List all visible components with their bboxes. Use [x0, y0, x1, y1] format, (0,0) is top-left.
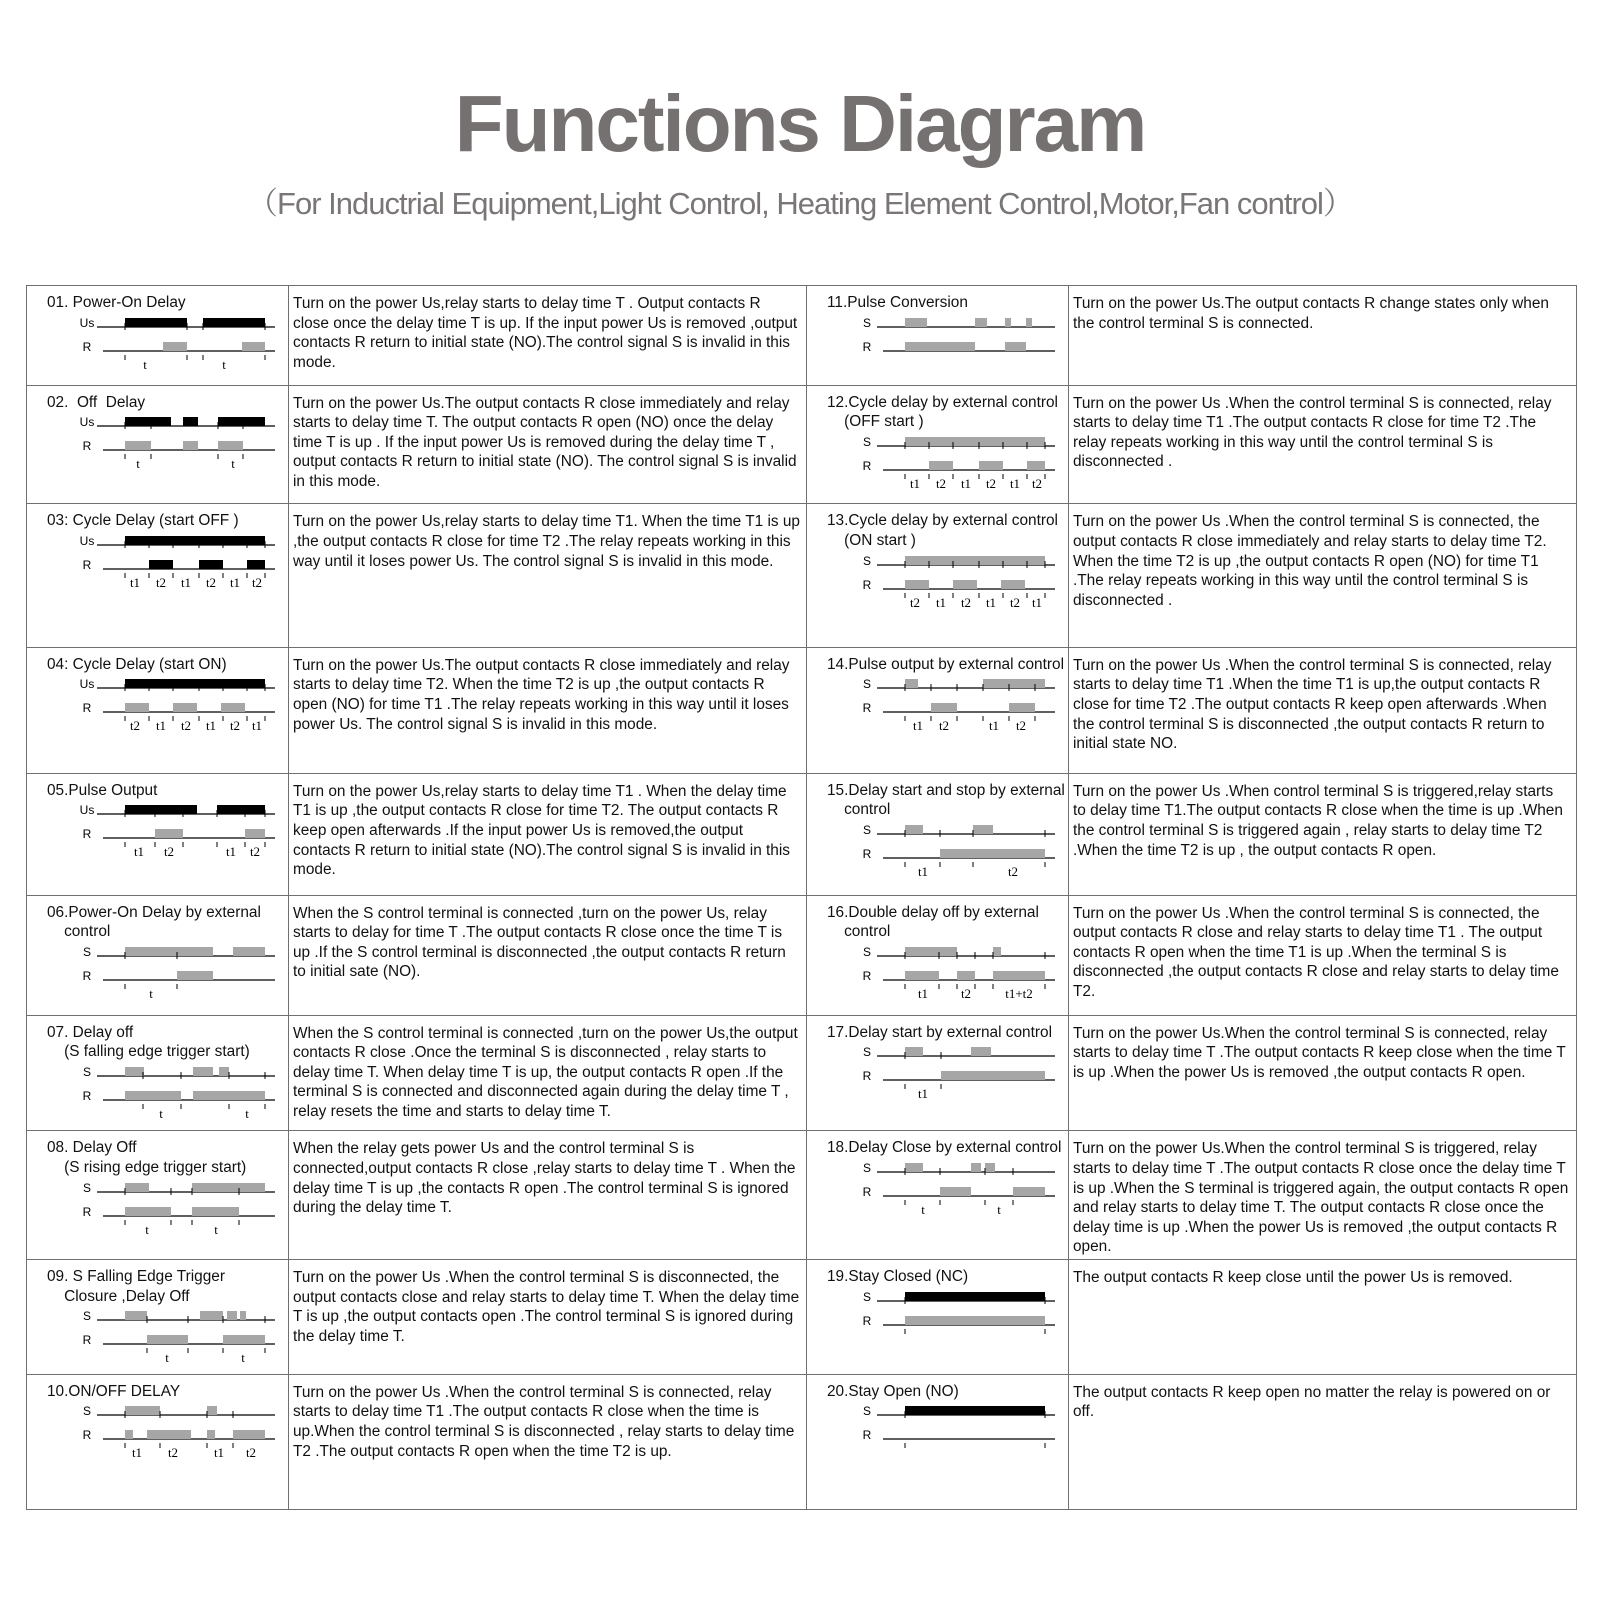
function-description-cell: [1069, 1015, 1577, 1131]
time-label: t2: [245, 1445, 257, 1461]
time-label: t2: [229, 718, 241, 734]
timing-diagram-12: [823, 432, 1063, 494]
function-description: Turn on the power Us .When the control terminal S is connected, relay starts to delay time T1 .When the time T1 is up,the output contacts R close for time T2 .The output contacts R keep open afterwards .When the control terminal S is disconnected ,the output contacts R return to initial state NO.: [1073, 656, 1552, 753]
function-description-cell: [289, 1374, 807, 1509]
signal-label-1: S: [862, 1045, 872, 1060]
function-description: When the relay gets power Us and the control terminal S is connected,output contacts R close ,relay starts to delay time T . When the delay time T is up ,the contacts R open .The control terminal S is ignored during the delay time T.: [293, 1140, 796, 1217]
pulse-bar: [242, 342, 265, 351]
signal-label-2: R: [862, 577, 872, 592]
function-description-cell: [289, 1131, 807, 1260]
timing-diagram-19: [823, 1287, 1063, 1349]
function-description: Turn on the power Us,relay starts to delay time T1. When the time T1 is up ,the output contacts R close for time T2 .The relay repeats working in this way until it loses power Us. The control signal S is invalid in this mode.: [293, 513, 800, 570]
pulse-bar: [147, 1335, 188, 1344]
function-description-cell: [1069, 1259, 1577, 1374]
pulse-bar: [125, 1430, 133, 1439]
time-label: t: [222, 356, 226, 372]
function-name: 18.Delay Close by external control: [827, 1139, 1062, 1157]
function-description-cell: [289, 385, 807, 504]
pulse-bar: [931, 703, 957, 712]
timing-diagram-20: [823, 1401, 1063, 1463]
function-name: 15.Delay start and stop by external control: [827, 781, 1065, 819]
timing-diagram-8: [43, 1178, 283, 1240]
signal-label-1: S: [82, 1404, 92, 1419]
time-label: t1: [935, 594, 947, 610]
time-label: t2: [960, 985, 972, 1001]
table-row: [27, 286, 1577, 386]
table-row: [27, 1374, 1577, 1509]
timing-diagram-11: [823, 313, 1063, 375]
pulse-bar: [993, 971, 1045, 980]
function-diagram-cell: [807, 773, 1069, 895]
function-name: 03: Cycle Delay (start OFF ): [47, 512, 239, 530]
function-description-cell: [1069, 385, 1577, 504]
time-label: t2: [909, 594, 921, 610]
pulse-bar: [193, 1091, 265, 1100]
pulse-bar: [973, 825, 993, 834]
function-name: 12.Cycle delay by external control (OFF start ): [827, 393, 1058, 431]
function-description: Turn on the power Us .When the control terminal S is connected, relay starts to delay time T1 .The output contacts R close for time T2 .The relay repeats working in this way until the control terminal S is disconnected .: [1073, 394, 1552, 471]
time-label: t1: [917, 985, 929, 1001]
signal-label-2: R: [862, 701, 872, 716]
pulse-bar: [149, 560, 173, 569]
time-label: t2: [1015, 718, 1027, 734]
timing-diagram-13: [823, 551, 1063, 613]
function-name: 02. Off Delay: [47, 393, 146, 411]
pulse-bar: [233, 1430, 265, 1439]
function-name: 08. Delay Off (S rising edge trigger start): [47, 1139, 247, 1176]
pulse-bar: [905, 556, 1045, 565]
function-name: 13.Cycle delay by external control (ON start ): [827, 512, 1058, 550]
time-label: t1: [180, 575, 192, 591]
signal-label-2: R: [82, 439, 92, 454]
function-description-cell: [289, 1259, 807, 1374]
signal-label-1: S: [82, 1064, 92, 1079]
signal-label-1: Us: [79, 803, 95, 818]
pulse-bar: [905, 971, 939, 980]
pulse-bar: [125, 536, 265, 545]
pulse-bar: [975, 318, 987, 327]
timing-diagram-1: [43, 313, 283, 375]
function-description-cell: [1069, 504, 1577, 647]
timing-diagram-5: [43, 800, 283, 862]
function-description: Turn on the power Us.The output contacts R change states only when the control terminal S is connected.: [1073, 295, 1549, 332]
function-name: 19.Stay Closed (NC): [827, 1267, 969, 1285]
pulse-bar: [192, 1207, 239, 1216]
function-diagram-cell: [807, 1131, 1069, 1260]
timing-diagram-7: [43, 1062, 283, 1124]
signal-label-2: R: [862, 1184, 872, 1199]
signal-label-1: Us: [79, 315, 95, 330]
pulse-bar: [125, 679, 265, 688]
pulse-bar: [905, 342, 975, 351]
function-description: Turn on the power Us .When control terminal S is triggered,relay starts to delay time T1.The output contacts R close when the time is up .When the control terminal S is triggered again , relay starts to delay time T2 .When the time T2 is up , the output contacts R open.: [1073, 782, 1563, 859]
function-name: 20.Stay Open (NO): [827, 1382, 959, 1400]
pulse-bar: [218, 417, 265, 426]
signal-label-1: S: [82, 1309, 92, 1324]
signal-label-2: R: [862, 968, 872, 983]
time-label: t: [241, 1350, 245, 1366]
function-diagram-cell: [807, 1374, 1069, 1509]
pulse-bar: [941, 1071, 1045, 1080]
function-description-cell: [289, 895, 807, 1015]
pulse-bar: [1009, 703, 1035, 712]
time-label: t1: [917, 863, 929, 879]
pulse-bar: [905, 825, 923, 834]
signal-label-2: R: [82, 1204, 92, 1219]
pulse-bar: [905, 1163, 923, 1172]
pulse-bar: [905, 1292, 1045, 1301]
pulse-bar: [221, 703, 245, 712]
function-description-cell: [289, 1015, 807, 1131]
function-diagram-cell: [807, 1259, 1069, 1374]
function-description-cell: [289, 647, 807, 773]
pulse-bar: [953, 580, 977, 589]
function-diagram-cell: [27, 385, 289, 504]
time-label: t2: [1007, 863, 1019, 879]
time-label: t: [214, 1221, 218, 1237]
function-description-cell: [1069, 895, 1577, 1015]
pulse-bar: [957, 971, 975, 980]
function-name: 04: Cycle Delay (start ON): [47, 655, 227, 673]
pulse-bar: [971, 1047, 991, 1056]
time-label: t1: [1009, 475, 1021, 491]
time-label: t2: [167, 1445, 179, 1461]
function-description-cell: [289, 504, 807, 647]
timing-diagram-15: [823, 820, 1063, 882]
time-label: t2: [205, 575, 217, 591]
time-label: t1: [205, 718, 217, 734]
timing-diagram-3: [43, 531, 283, 593]
signal-label-1: Us: [79, 415, 95, 430]
signal-label-2: R: [82, 827, 92, 842]
pulse-bar: [905, 1047, 923, 1056]
pulse-bar: [223, 1335, 265, 1344]
pulse-bar: [979, 461, 1003, 470]
pulse-bar: [177, 971, 213, 980]
function-description-cell: [289, 773, 807, 895]
signal-label-2: R: [82, 968, 92, 983]
function-diagram-cell: [27, 1259, 289, 1374]
signal-label-1: S: [862, 1289, 872, 1304]
timing-diagram-2: [43, 412, 283, 474]
function-diagram-cell: [27, 1374, 289, 1509]
time-label: t: [149, 985, 153, 1001]
function-description: Turn on the power Us,relay starts to delay time T . Output contacts R close once the delay time T is up. If the input power Us is removed ,output contacts R return to initial state (NO).The control signal S is invalid in this mode.: [293, 295, 798, 371]
time-label: t1: [213, 1445, 225, 1461]
time-label: t2: [1031, 475, 1043, 491]
timing-diagram-4: [43, 674, 283, 736]
time-label: t2: [129, 718, 141, 734]
time-label: t: [159, 1105, 163, 1121]
signal-label-2: R: [82, 558, 92, 573]
page-title: Functions Diagram: [454, 79, 1146, 168]
pulse-bar: [905, 318, 927, 327]
pulse-bar: [1001, 580, 1025, 589]
function-diagram-cell: [27, 647, 289, 773]
timing-diagram-14: [823, 674, 1063, 736]
pulse-bar: [905, 580, 929, 589]
time-label: t: [143, 356, 147, 372]
function-name: 06.Power-On Delay by external control: [47, 903, 261, 941]
time-label: t1: [1031, 594, 1043, 610]
timing-diagram-6: [43, 942, 283, 1004]
signal-label-2: R: [862, 458, 872, 473]
table-row: [27, 504, 1577, 647]
signal-label-2: R: [862, 1313, 872, 1328]
time-label: t: [145, 1221, 149, 1237]
pulse-bar: [200, 1311, 223, 1320]
pulse-bar: [905, 679, 918, 688]
pulse-bar: [125, 1406, 160, 1415]
signal-label-1: S: [862, 553, 872, 568]
signal-label-1: S: [862, 822, 872, 837]
pulse-bar: [233, 947, 265, 956]
time-label: t1: [912, 718, 924, 734]
function-description: Turn on the power Us .When the control terminal S is disconnected, the output contacts close and relay starts to delay time T. When the delay time T is up ,the output contacts open .The control terminal S is ignored during the delay time T.: [293, 1268, 800, 1345]
time-label: t1: [155, 718, 167, 734]
function-description: Turn on the power Us .When the control terminal S is connected, the output contacts R close immediately and relay starts to delay time T2. When the time T2 is up ,the output contacts R open (NO) for time T1 .The relay repeats working in this way until the control terminal S is disconnected .: [1073, 513, 1547, 609]
signal-label-2: R: [82, 1428, 92, 1443]
pulse-bar: [245, 829, 265, 838]
timing-diagram-17: [823, 1042, 1063, 1104]
pulse-bar: [983, 679, 1045, 688]
signal-label-1: S: [862, 677, 872, 692]
function-diagram-cell: [807, 1015, 1069, 1131]
function-diagram-cell: [807, 504, 1069, 647]
signal-label-2: R: [862, 846, 872, 861]
time-label: t1: [985, 594, 997, 610]
pulse-bar: [163, 342, 187, 351]
time-label: t1: [251, 718, 263, 734]
pulse-bar: [207, 1430, 215, 1439]
table-row: [27, 647, 1577, 773]
function-diagram-cell: [807, 286, 1069, 386]
pulse-bar: [125, 703, 149, 712]
pulse-bar: [217, 805, 265, 814]
pulse-bar: [125, 318, 187, 327]
time-label: t: [136, 456, 140, 472]
timing-diagram-10: [43, 1401, 283, 1463]
time-label: t1: [988, 718, 1000, 734]
functions-table: [26, 285, 1577, 1510]
time-label: t1: [909, 475, 921, 491]
pulse-bar: [1005, 342, 1026, 351]
pulse-bar: [147, 1430, 191, 1439]
signal-label-1: Us: [79, 677, 95, 692]
pulse-bar: [929, 461, 953, 470]
signal-label-1: S: [82, 1180, 92, 1195]
pulse-bar: [155, 829, 183, 838]
time-label: t1: [133, 844, 145, 860]
pulse-bar: [125, 1183, 149, 1192]
signal-label-2: R: [82, 701, 92, 716]
table-row: [27, 773, 1577, 895]
function-name: 01. Power-On Delay: [47, 294, 186, 311]
pulse-bar: [125, 417, 171, 426]
signal-label-2: R: [82, 1088, 92, 1103]
function-description-cell: [289, 286, 807, 386]
function-description: The output contacts R keep open no matter the relay is powered on or off.: [1073, 1383, 1551, 1421]
pulse-bar: [993, 947, 1001, 956]
time-label: t2: [1009, 594, 1021, 610]
signal-label-1: Us: [79, 534, 95, 549]
time-label: t1: [960, 475, 972, 491]
signal-label-1: S: [82, 944, 92, 959]
function-description: When the S control terminal is connected ,turn on the power Us,the output contacts R close .Once the terminal S is disconnected , relay starts to delay time T. When delay time T is up, the output contacts R open .If the terminal S is connected and disconnected again during the delay time T , relay resets the time and starts to delay time T.: [293, 1024, 798, 1120]
signal-label-1: S: [862, 1160, 872, 1175]
table-row: [27, 1131, 1577, 1260]
pulse-bar: [218, 441, 243, 450]
pulse-bar: [1005, 318, 1011, 327]
function-name: 09. S Falling Edge Trigger Closure ,Delay Off: [47, 1267, 225, 1305]
time-label: t2: [938, 718, 950, 734]
function-name: 17.Delay start by external control: [827, 1023, 1052, 1041]
function-diagram-cell: [27, 895, 289, 1015]
pulse-bar: [905, 1406, 1045, 1415]
pulse-bar: [125, 1207, 171, 1216]
pulse-bar: [183, 441, 198, 450]
signal-label-2: R: [862, 339, 872, 354]
pulse-bar: [905, 1316, 1045, 1325]
function-diagram-cell: [27, 1015, 289, 1131]
function-diagram-cell: [807, 895, 1069, 1015]
time-label: t2: [180, 718, 192, 734]
function-description: Turn on the power Us,relay starts to delay time T1 . When the delay time T1 is up ,the output contacts R close for time T2. The output contacts R keep open afterwards .If the input power Us is removed,the output contacts R return to initial state (NO).The control signal S is invalid in this mode.: [293, 782, 790, 879]
timing-diagram-18: [823, 1158, 1063, 1220]
pulse-bar: [985, 1163, 995, 1172]
page-subtitle: （For Inductrial Equipment,Light Control, Heating Element Control,Motor,Fan control）: [247, 186, 1353, 221]
signal-label-2: R: [862, 1069, 872, 1084]
pulse-bar: [193, 1067, 213, 1076]
function-description: Turn on the power Us .When the control terminal S is connected, the output contacts R close and relay starts to delay time T1 . The output contacts R open when the time T1 is up .When the terminal S is disconnected ,the output contacts R close and relay starts to delay time T2.: [1073, 904, 1559, 1001]
pulse-bar: [173, 703, 197, 712]
pulse-bar: [125, 1311, 147, 1320]
pulse-bar: [240, 1311, 246, 1320]
time-label: t1+t2: [1005, 985, 1033, 1001]
signal-label-2: R: [82, 1333, 92, 1348]
function-description: The output contacts R keep close until the power Us is removed.: [1073, 1268, 1513, 1286]
function-diagram-cell: [807, 647, 1069, 773]
function-name: 14.Pulse output by external control: [827, 655, 1064, 673]
time-label: t: [245, 1105, 249, 1121]
function-description: Turn on the power Us .When the control terminal S is connected, relay starts to delay time T1 .The output contacts R close when the time is up.When the control terminal S is disconnected , relay starts to delay time T2 .The output contacts R open when the time T2 is up.: [293, 1383, 795, 1460]
timing-diagram-9: [43, 1306, 283, 1368]
signal-label-2: R: [82, 339, 92, 354]
pulse-bar: [125, 805, 197, 814]
function-diagram-cell: [27, 1131, 289, 1260]
function-description: Turn on the power Us.The output contacts R close immediately and relay starts to delay time T2. When the time T2 is up ,the output contacts R open (NO) for time T1 .The relay repeats working in this way until it loses power Us. The control signal S is invalid in this mode.: [293, 656, 790, 733]
signal-label-1: S: [862, 944, 872, 959]
time-label: t2: [249, 844, 261, 860]
pulse-bar: [203, 318, 265, 327]
pulse-bar: [125, 947, 213, 956]
time-label: t2: [163, 844, 175, 860]
function-description: When the S control terminal is connected ,turn on the power Us, relay starts to delay for time T .The output contacts R close once the time T is up .If the S control terminal is disconnected ,the output contacts R return to initial sate (NO).: [293, 904, 786, 981]
pulse-bar: [125, 1067, 144, 1076]
function-description-cell: [1069, 647, 1577, 773]
time-label: t2: [935, 475, 947, 491]
function-description: Turn on the power Us.When the control terminal S is connected, relay starts to delay time T .The output contacts R keep close when the time T is up .When the power Us is removed ,the output contacts R open.: [1073, 1024, 1566, 1081]
time-label: t1: [129, 575, 141, 591]
pulse-bar: [207, 1406, 217, 1415]
pulse-bar: [247, 560, 265, 569]
function-name: 05.Pulse Output: [47, 781, 158, 799]
pulse-bar: [1026, 318, 1032, 327]
function-name: 10.ON/OFF DELAY: [47, 1382, 181, 1400]
function-diagram-cell: [27, 773, 289, 895]
pulse-bar: [125, 441, 151, 450]
function-description-cell: [1069, 773, 1577, 895]
signal-label-1: S: [862, 315, 872, 330]
table-row: [27, 1259, 1577, 1374]
signal-label-2: R: [862, 1428, 872, 1443]
time-label: t: [921, 1201, 925, 1217]
function-description-cell: [1069, 1374, 1577, 1509]
time-label: t: [165, 1350, 169, 1366]
pulse-bar: [1013, 1187, 1045, 1196]
pulse-bar: [971, 1163, 981, 1172]
time-label: t2: [155, 575, 167, 591]
pulse-bar: [192, 1183, 265, 1192]
time-label: t1: [225, 844, 237, 860]
pulse-bar: [219, 1067, 229, 1076]
time-label: t: [231, 456, 235, 472]
table-row: [27, 385, 1577, 504]
table-row: [27, 895, 1577, 1015]
function-diagram-cell: [807, 385, 1069, 504]
pulse-bar: [183, 417, 198, 426]
time-label: t2: [251, 575, 263, 591]
table-row: [27, 1015, 1577, 1131]
function-description: Turn on the power Us.When the control terminal S is triggered, relay starts to delay time T .The output contacts R close once the delay time T is up .When the S terminal is triggered again, the output contacts R open and relay starts to delay time T. The output contacts R close once the delay time is up .When the power Us is removed ,the output contacts R open.: [1073, 1140, 1569, 1256]
function-description-cell: [1069, 286, 1577, 386]
time-label: t1: [917, 1086, 929, 1102]
time-label: t1: [229, 575, 241, 591]
pulse-bar: [905, 437, 1045, 446]
function-diagram-cell: [27, 286, 289, 386]
time-label: t1: [131, 1445, 143, 1461]
function-description-cell: [1069, 1131, 1577, 1260]
function-description: Turn on the power Us.The output contacts R close immediately and relay starts to delay time T. The output contacts R open (NO) once the delay time T is up . If the input power Us is removed during the delay time T , output contacts R return to initial state (NO). The control signal S is invalid in this mode.: [293, 394, 797, 490]
pulse-bar: [905, 947, 957, 956]
time-label: t: [997, 1201, 1001, 1217]
pulse-bar: [199, 560, 223, 569]
signal-label-1: S: [862, 434, 872, 449]
pulse-bar: [940, 849, 1045, 858]
function-name: 16.Double delay off by external control: [827, 903, 1039, 941]
function-name: 07. Delay off (S falling edge trigger start): [47, 1023, 250, 1061]
pulse-bar: [125, 1091, 181, 1100]
pulse-bar: [227, 1311, 237, 1320]
function-diagram-cell: [27, 504, 289, 647]
time-label: t2: [960, 594, 972, 610]
function-name: 11.Pulse Conversion: [827, 294, 968, 311]
signal-label-1: S: [862, 1404, 872, 1419]
time-label: t2: [985, 475, 997, 491]
pulse-bar: [1027, 461, 1045, 470]
timing-diagram-16: [823, 942, 1063, 1004]
pulse-bar: [940, 1187, 971, 1196]
